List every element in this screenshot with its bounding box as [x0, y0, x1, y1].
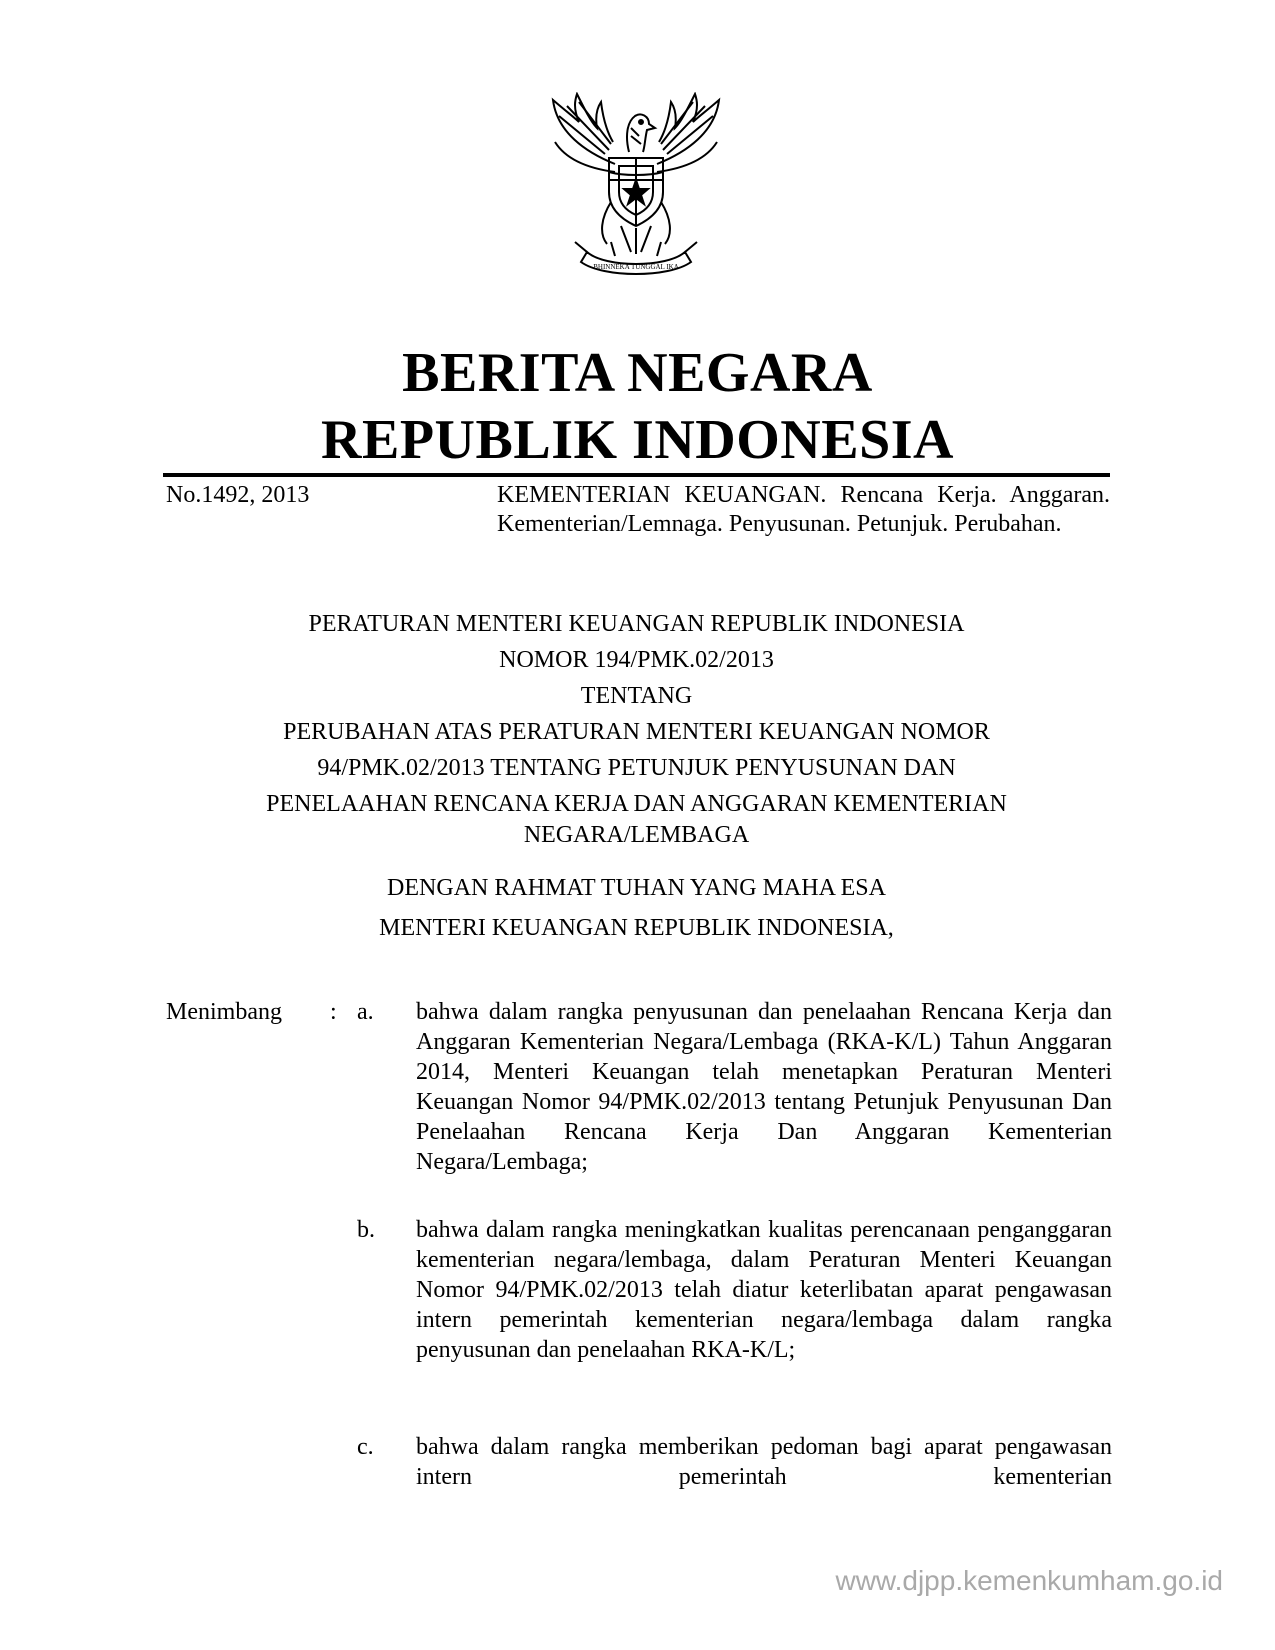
header-divider — [163, 473, 1110, 477]
regulation-subject-line: 94/PMK.02/2013 TENTANG PETUNJUK PENYUSUNAN DAN — [317, 755, 956, 781]
emblem-motto: BHINNEKA TUNGGAL IKA — [593, 263, 679, 271]
item-text: bahwa dalam rangka memberikan pedoman bagi aparat pengawasan intern pemerintah kementerian — [416, 1434, 1112, 1490]
considering-item — [345, 997, 1112, 1177]
item-letter: a. — [357, 999, 374, 1025]
regulation-tentang: TENTANG — [580, 683, 693, 709]
regulation-heading: PERATURAN MENTERI KEUANGAN REPUBLIK INDONESIA — [308, 611, 965, 637]
blessing-line: DENGAN RAHMAT TUHAN YANG MAHA ESA — [387, 875, 886, 901]
item-letter: c. — [357, 1434, 374, 1460]
regulation-subject-line: PERUBAHAN ATAS PERATURAN MENTERI KEUANGAN NOMOR — [283, 719, 990, 745]
garuda-emblem-icon — [545, 92, 727, 282]
masthead-subtitle: REPUBLIK INDONESIA — [321, 409, 954, 471]
gazette-subject: KEMENTERIAN KEUANGAN. Rencana Kerja. Anggaran. Kementerian/Lemnaga. Penyusunan. Petunjuk. Perubahan. — [497, 482, 1110, 537]
considering-item — [345, 1215, 1112, 1365]
considering-item — [345, 1432, 1112, 1492]
regulation-number: NOMOR 194/PMK.02/2013 — [499, 647, 774, 673]
item-letter: b. — [357, 1217, 375, 1243]
item-text: bahwa dalam rangka meningkatkan kualitas perencanaan penganggaran kementerian negara/lembaga, dalam Peraturan Menteri Keuangan Nomor 94/PMK.02/2013 telah diatur keterlibatan aparat pengawasan intern pemerintah kementerian negara/lembaga dalam rangka penyusunan dan penelaahan RKA-K/L; — [416, 1217, 1112, 1363]
watermark-url: www.djpp.kemenkumham.go.id — [835, 1565, 1223, 1596]
minister-line: MENTERI KEUANGAN REPUBLIK INDONESIA, — [379, 915, 894, 941]
item-text: bahwa dalam rangka penyusunan dan penelaahan Rencana Kerja dan Anggaran Kementerian Negara/Lembaga (RKA-K/L) Tahun Anggaran 2014, Menteri Keuangan telah menetapkan Peraturan Menteri Keuangan Nomor 94/PMK.02/2013 tentang Petunjuk Penyusunan Dan Penelaahan Rencana Kerja Dan Anggaran Kementerian Negara/Lembaga; — [416, 999, 1112, 1175]
considering-colon: : — [330, 999, 337, 1025]
regulation-subject-line: NEGARA/LEMBAGA — [523, 822, 750, 848]
regulation-title-block — [163, 606, 1110, 948]
considering-label: Menimbang — [166, 999, 282, 1025]
masthead-title: BERITA NEGARA — [402, 342, 873, 404]
gazette-number: No.1492, 2013 — [166, 482, 310, 508]
regulation-subject-line: PENELAAHAN RENCANA KERJA DAN ANGGARAN KEMENTERIAN — [266, 791, 1007, 817]
